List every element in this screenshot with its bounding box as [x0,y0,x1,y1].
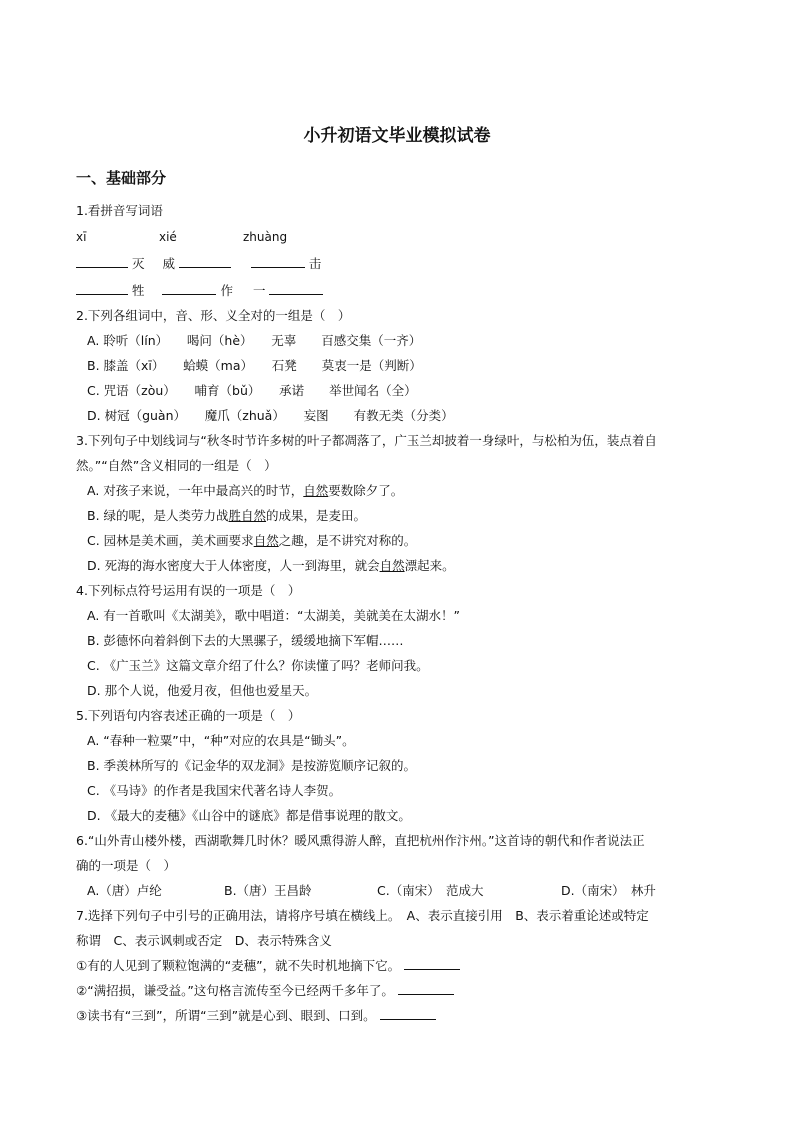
q1-char-ji: 击 [308,256,322,271]
q6-option-b: B.（唐）王昌龄 [224,883,312,898]
q6-stem-line-1: 6.“山外青山楼外楼，西湖歌舞几时休？暖风熏得游人醉，直把杭州作汴州。”这首诗的朝代和作者说法正 [76,833,645,848]
q1-blank-2[interactable] [179,255,231,268]
q3-underlined-b: 胜自然 [228,508,267,523]
q2-option-d: D. 树冠（guàn） 魔爪（zhuǎ） 妄图 有教无类（分类） [87,408,454,423]
q3-option-a: A. 对孩子来说，一年中最高兴的时节，自然要数除夕了。 [87,483,404,498]
q4-option-a: A. 有一首歌叫《太湖美》，歌中唱道：“太湖美，美就美在太湖水！” [87,608,460,623]
section-heading: 一、基础部分 [76,169,167,187]
q1-blank-5[interactable] [162,282,216,295]
q7-stem-line-1: 7.选择下列句子中引号的正确用法，请将序号填在横线上。 A、表示直接引用 B、表示着重论述或特定 [76,908,649,923]
q1-char-sheng: 牲 [131,283,145,298]
q7-answer-blank-1[interactable] [404,957,460,970]
q2-option-a: A. 聆听（lín） 喝问（hè） 无辜 百感交集（一齐） [87,333,422,348]
q3-stem-line-2: 然。”“自然”含义相同的一组是（ ） [76,458,277,473]
q6-option-c: C.（南宋） 范成大 [377,883,484,898]
q1-char-zuo: 作 [220,283,233,298]
q7-item-1: ①有的人见到了颗粒饱满的“麦穗”，就不失时机地摘下它。 [76,957,460,975]
q1-pinyin-2: xié [159,230,177,244]
q4-option-b: B. 彭德怀向着斜倒下去的大黑骡子，缓缓地摘下军帽…… [87,633,404,648]
q1-blank-3[interactable] [251,255,305,268]
q6-option-a: A.（唐）卢纶 [87,883,162,898]
q3-underlined-d: 自然 [379,558,405,573]
q7-answer-blank-3[interactable] [380,1007,436,1020]
q1-pinyin-1: xī [76,230,87,244]
q1-char-yi: 一 [252,283,266,298]
q5-option-b: B. 季羡林所写的《记金华的双龙洞》是按游览顺序记叙的。 [87,758,417,773]
q7-stem-line-2: 称谓 C、表示讽刺或否定 D、表示特殊含义 [76,933,332,948]
q1-stem: 1.看拼音写词语 [76,203,163,218]
q4-option-c: C. 《广玉兰》这篇文章介绍了什么？你读懂了吗？老师问我。 [87,658,429,673]
q1-char-wei: 威 [162,256,175,271]
q3-option-b: B. 绿的呢，是人类劳力战胜自然的成果，是麦田。 [87,508,367,523]
q3-underlined-c: 自然 [253,533,279,548]
q7-item-3: ③读书有“三到”，所谓“三到”就是心到、眼到、口到。 [76,1007,436,1025]
q7-answer-blank-2[interactable] [398,982,454,995]
q7-item-2: ②“满招损，谦受益。”这句格言流传至今已经两千多年了。 [76,982,454,1000]
q1-row-1 [76,255,321,273]
q4-stem: 4.下列标点符号运用有误的一项是（ ） [76,583,301,598]
q1-char-mie: 灭 [131,256,145,271]
q5-option-c: C. 《马诗》的作者是我国宋代著名诗人李贺。 [87,783,342,798]
q2-option-b: B. 膝盖（xī） 蛤蟆（ma） 石凳 莫衷一是（判断） [87,358,422,373]
q1-blank-6[interactable] [269,282,323,295]
q1-blank-1[interactable] [76,255,128,268]
q1-pinyin-3: zhuàng [243,230,288,244]
q4-option-d: D. 那个人说，他爱月夜，但他也爱星天。 [87,683,318,698]
page-title: 小升初语文毕业模拟试卷 [303,126,491,146]
q2-stem: 2.下列各组词中，音、形、义全对的一组是（ ） [76,308,351,323]
q3-option-d: D. 死海的海水密度大于人体密度，人一到海里，就会自然漂起来。 [87,558,455,573]
q3-underlined-a: 自然 [303,483,329,498]
q5-option-d: D. 《最大的麦穗》《山谷中的谜底》都是借事说理的散文。 [87,808,411,823]
q3-stem-line-1: 3.下列句子中划线词与“秋冬时节许多树的叶子都凋落了，广玉兰却披着一身绿叶，与松柏为伍，装点着自 [76,433,657,448]
q3-option-c: C. 园林是美术画，美术画要求自然之趣，是不讲究对称的。 [87,533,417,548]
q5-stem: 5.下列语句内容表述正确的一项是（ ） [76,708,301,723]
q6-stem-line-2: 确的一项是（ ） [76,858,177,873]
q6-option-d: D.（南宋） 林升 [561,883,656,898]
q2-option-c: C. 咒语（zòu） 哺育（bǔ） 承诺 举世闻名（全） [87,383,417,398]
q1-row-2 [76,282,323,300]
q1-blank-4[interactable] [76,282,128,295]
q5-option-a: A. “春种一粒粟”中，“种”对应的农具是“锄头”。 [87,733,355,748]
